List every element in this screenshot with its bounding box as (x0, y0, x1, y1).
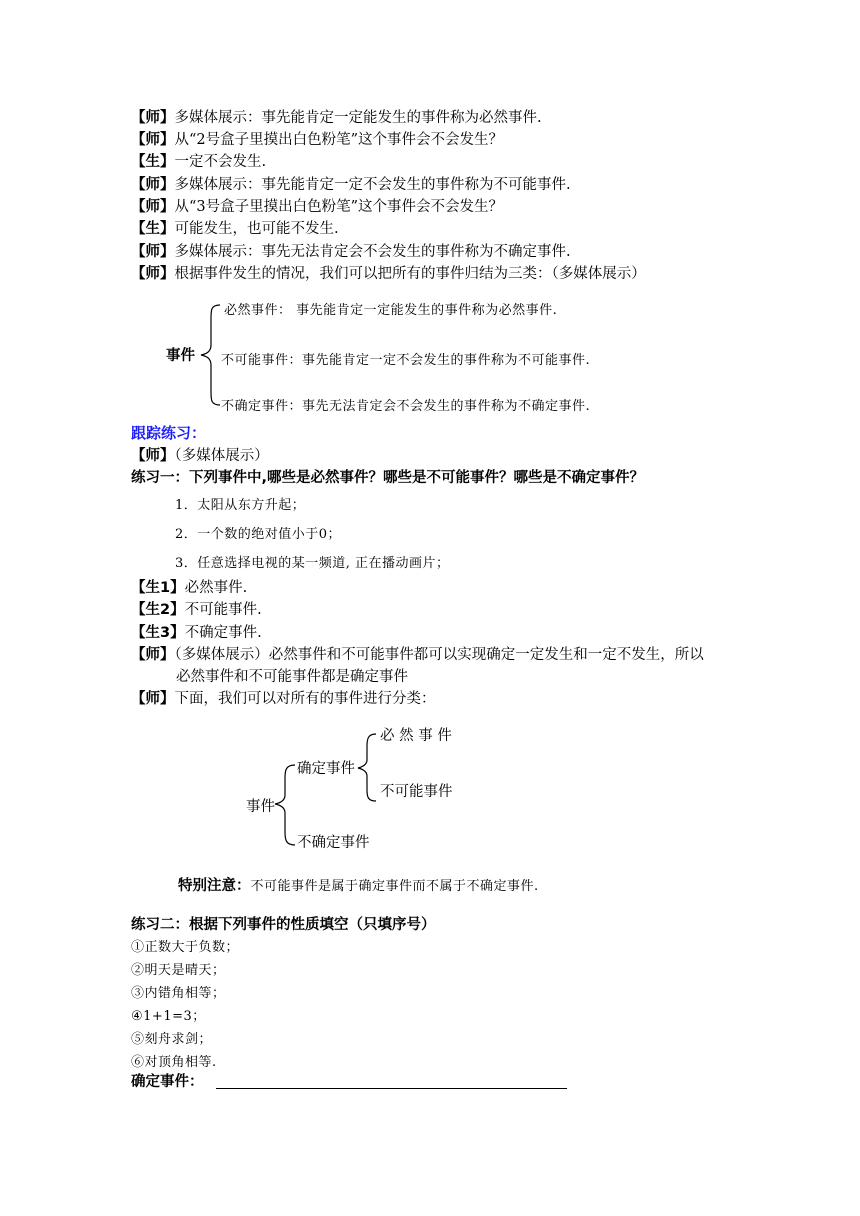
speaker-tag: 【生】 (131, 154, 175, 170)
media-text: （多媒体展示） (174, 448, 269, 464)
summary-text: （多媒体展示）必然事件和不可能事件都可以实现确定一定发生和一定不发生，所以 (174, 647, 704, 663)
answer-2 (131, 601, 262, 619)
diagram2-impossible: 不可能事件 (380, 784, 453, 800)
speaker-tag: 【生2】 (131, 602, 185, 618)
speaker-tag: 【生】 (131, 221, 175, 237)
diagram2-root: 事件 (246, 799, 275, 815)
dialogue-text: 一定不会发生. (174, 154, 267, 170)
dialogue-text: 多媒体展示：事先无法肯定会不会发生的事件称为不确定事件. (174, 244, 571, 260)
speaker-tag: 【师】 (131, 266, 175, 282)
dialogue-text: 可能发生，也可能不发生. (174, 221, 339, 237)
exercise2-item-1: ①正数大于负数； (131, 940, 240, 955)
dialogue-text: 多媒体展示：事先能肯定一定不会发生的事件称为不可能事件. (174, 177, 571, 193)
dialogue-text: 从“3号盒子里摸出白色粉笔”这个事件会不会发生？ (174, 199, 504, 215)
diagram2-certain: 必 然 事 件 (380, 728, 452, 744)
summary-line-2: 必然事件和不可能事件都是确定事件 (176, 669, 408, 685)
answer-text: 不可能事件. (184, 602, 262, 618)
exercise1-title: 练习一：下列事件中,哪些是必然事件？哪些是不可能事件？哪些是不确定事件？ (131, 470, 645, 486)
speaker-tag: 【师】 (131, 110, 175, 126)
diagram1-root: 事件 (166, 348, 195, 364)
summary-line-1 (131, 646, 704, 664)
speaker-tag: 【生1】 (131, 580, 185, 596)
answer-text: 必然事件. (184, 580, 248, 596)
exercise1-item-3: 3．任意选择电视的某一频道, 正在播动画片； (175, 556, 450, 571)
exercise2-title: 练习二：根据下列事件的性质填空（只填序号） (131, 917, 436, 933)
speaker-tag: 【师】 (131, 132, 175, 148)
speaker-tag: 【师】 (131, 199, 175, 215)
fill-label: 确定事件： (131, 1074, 204, 1090)
exercise2-item-4: ④1+1=3； (131, 1009, 206, 1024)
diagram1-brace (201, 305, 220, 405)
exercise2-item-2: ②明天是晴天； (131, 963, 226, 978)
exercise1-item-2: 2．一个数的绝对值小于0； (175, 527, 342, 542)
note-label: 特别注意： (178, 878, 251, 894)
exercise2-item-5: ⑤刻舟求剑； (131, 1032, 213, 1047)
speaker-tag: 【师】 (131, 647, 175, 663)
speaker-tag: 【师】 (131, 244, 175, 260)
dialogue-text: 根据事件发生的情况，我们可以把所有的事件归结为三类：（多媒体展示） (174, 266, 646, 282)
speaker-tag: 【师】 (131, 448, 175, 464)
classify-line (131, 690, 436, 708)
dialogue-text: 从“2号盒子里摸出白色粉笔”这个事件会不会发生？ (174, 132, 504, 148)
diagram1-item-indeterminate: 不确定事件：事先无法肯定会不会发生的事件称为不确定事件. (221, 399, 591, 414)
fill-blank-line (216, 1088, 567, 1089)
answer-1 (131, 579, 247, 597)
speaker-tag: 【生3】 (131, 625, 185, 641)
answer-text: 不确定事件. (184, 625, 262, 641)
special-note (178, 877, 539, 896)
exercise2-item-3: ③内错角相等； (131, 986, 226, 1001)
practice-heading: 跟踪练习： (131, 424, 207, 442)
media-line (131, 447, 269, 465)
diagram2-determinate: 确定事件 (297, 761, 355, 777)
diagram2-root-brace (275, 765, 295, 845)
diagram2-indeterminate: 不确定事件 (297, 835, 370, 851)
diagram1-item-impossible: 不可能事件：事先能肯定一定不会发生的事件称为不可能事件. (221, 353, 591, 368)
exercise1-item-1: 1．太阳从东方升起； (175, 498, 306, 513)
speaker-tag: 【师】 (131, 177, 175, 193)
diagram2-sub-brace (358, 734, 376, 801)
note-text: 不可能事件是属于确定事件而不属于不确定事件. (250, 879, 539, 894)
speaker-tag: 【师】 (131, 691, 175, 707)
dialogue-text: 多媒体展示：事先能肯定一定能发生的事件称为必然事件. (174, 110, 542, 126)
exercise2-item-6: ⑥对顶角相等. (131, 1055, 217, 1070)
answer-3 (131, 624, 262, 642)
classify-text: 下面，我们可以对所有的事件进行分类： (174, 691, 436, 707)
diagram1-item-certain: 必然事件： 事先能肯定一定能发生的事件称为必然事件. (224, 303, 558, 318)
